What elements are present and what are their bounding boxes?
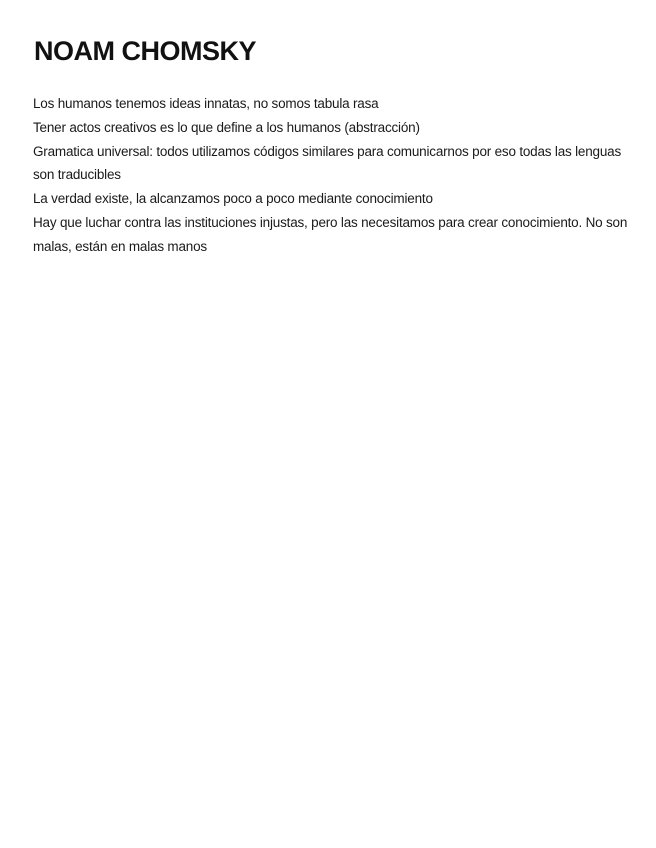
paragraph-innate-ideas: Los humanos tenemos ideas innatas, no somos tabula rasa	[33, 96, 379, 111]
document-title: NOAM CHOMSKY	[34, 36, 256, 66]
paragraph-truth: La verdad existe, la alcanzamos poco a poco mediante conocimiento	[33, 191, 433, 207]
paragraph-creative-acts: Tener actos creativos es lo que define a los humanos (abstracción)	[33, 119, 420, 135]
paragraph-universal-grammar: Gramatica universal: todos utilizamos códigos similares para comunicarnos por eso todas las lenguas son traducibles	[33, 143, 621, 183]
document-body	[33, 92, 633, 259]
paragraph-institutions: Hay que luchar contra las instituciones injustas, pero las necesitamos para crear conocimiento. No son malas, están en malas manos	[33, 214, 628, 254]
